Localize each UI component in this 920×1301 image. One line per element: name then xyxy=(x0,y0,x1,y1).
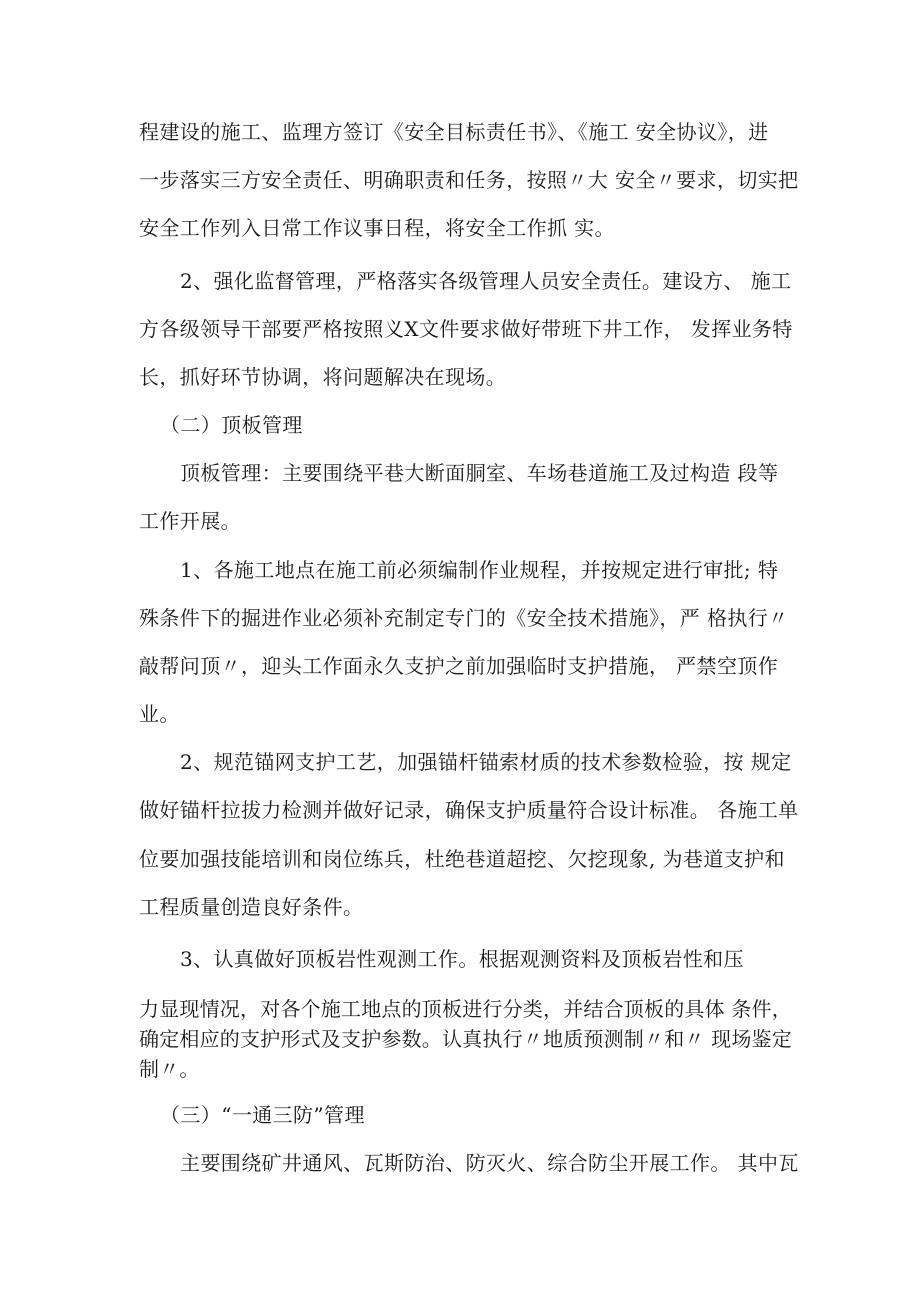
text-line-9: 工作开展。 xyxy=(139,509,241,533)
text-line-5: 方各级领导干部要严格按照义X文件要求做好带班下井工作， 发挥业务特 xyxy=(139,317,793,341)
text-line-21: 制〃。 xyxy=(139,1057,200,1081)
text-line-12: 敲帮问顶〃，迎头工作面永久支护之前加强临时支护措施， 严禁空顶作 xyxy=(139,654,779,678)
text-line-4: 2、强化监督管理，严格落实各级管理人员安全责任。建设方、 施工 xyxy=(180,269,792,293)
text-line-23: 主要围绕矿井通风、瓦斯防治、防灭火、综合防尘开展工作。 其中瓦 xyxy=(180,1151,799,1175)
text-line-14: 2、规范锚网支护工艺，加强锚杆锚索材质的技术参数检验，按 规定 xyxy=(180,750,792,774)
text-line-6: 长，抓好环节协调，将问题解决在现场。 xyxy=(139,365,507,389)
text-line-1: 程建设的施工、监理方签订《安全目标责任书》、《施工 安全协议》，进 xyxy=(139,120,769,144)
text-line-11: 殊条件下的掘进作业必须补充制定专门的《安全技术措施》，严 格执行〃 xyxy=(139,606,789,630)
text-line-16: 位要加强技能培训和岗位练兵，杜绝巷道超挖、欠挖现象, 为巷道支护和 xyxy=(139,847,785,871)
text-line-15: 做好锚杆拉拔力检测并做好记录，确保支护质量符合设计标准。 各施工单 xyxy=(139,798,799,822)
text-line-10: 1、各施工地点在施工前必须编制作业规程，并按规定进行审批; 特 xyxy=(180,558,779,582)
text-line-18: 3、认真做好顶板岩性观测工作。根据观测资料及顶板岩性和压 xyxy=(180,947,744,971)
section-heading-3: （三）“一通三防”管理 xyxy=(160,1103,365,1127)
section-heading-2: （二）顶板管理 xyxy=(160,413,303,437)
text-line-19: 力显现情况，对各个施工地点的顶板进行分类，并结合顶板的具体 条件， xyxy=(139,997,792,1021)
text-line-3: 安全工作列入日常工作议事日程，将安全工作抓 实。 xyxy=(139,216,615,240)
text-line-2: 一步落实三方安全责任、明确职责和任务，按照〃大 安全〃要求，切实把 xyxy=(139,168,799,192)
text-line-20: 确定相应的支护形式及支护参数。认真执行〃地质预测制〃和〃 现场鉴定 xyxy=(139,1027,792,1051)
text-line-17: 工程质量创造良好条件。 xyxy=(139,895,364,919)
text-line-8: 顶板管理：主要围绕平巷大断面胴室、车场巷道施工及过构造 段等 xyxy=(180,461,779,485)
text-line-13: 业。 xyxy=(139,702,180,726)
